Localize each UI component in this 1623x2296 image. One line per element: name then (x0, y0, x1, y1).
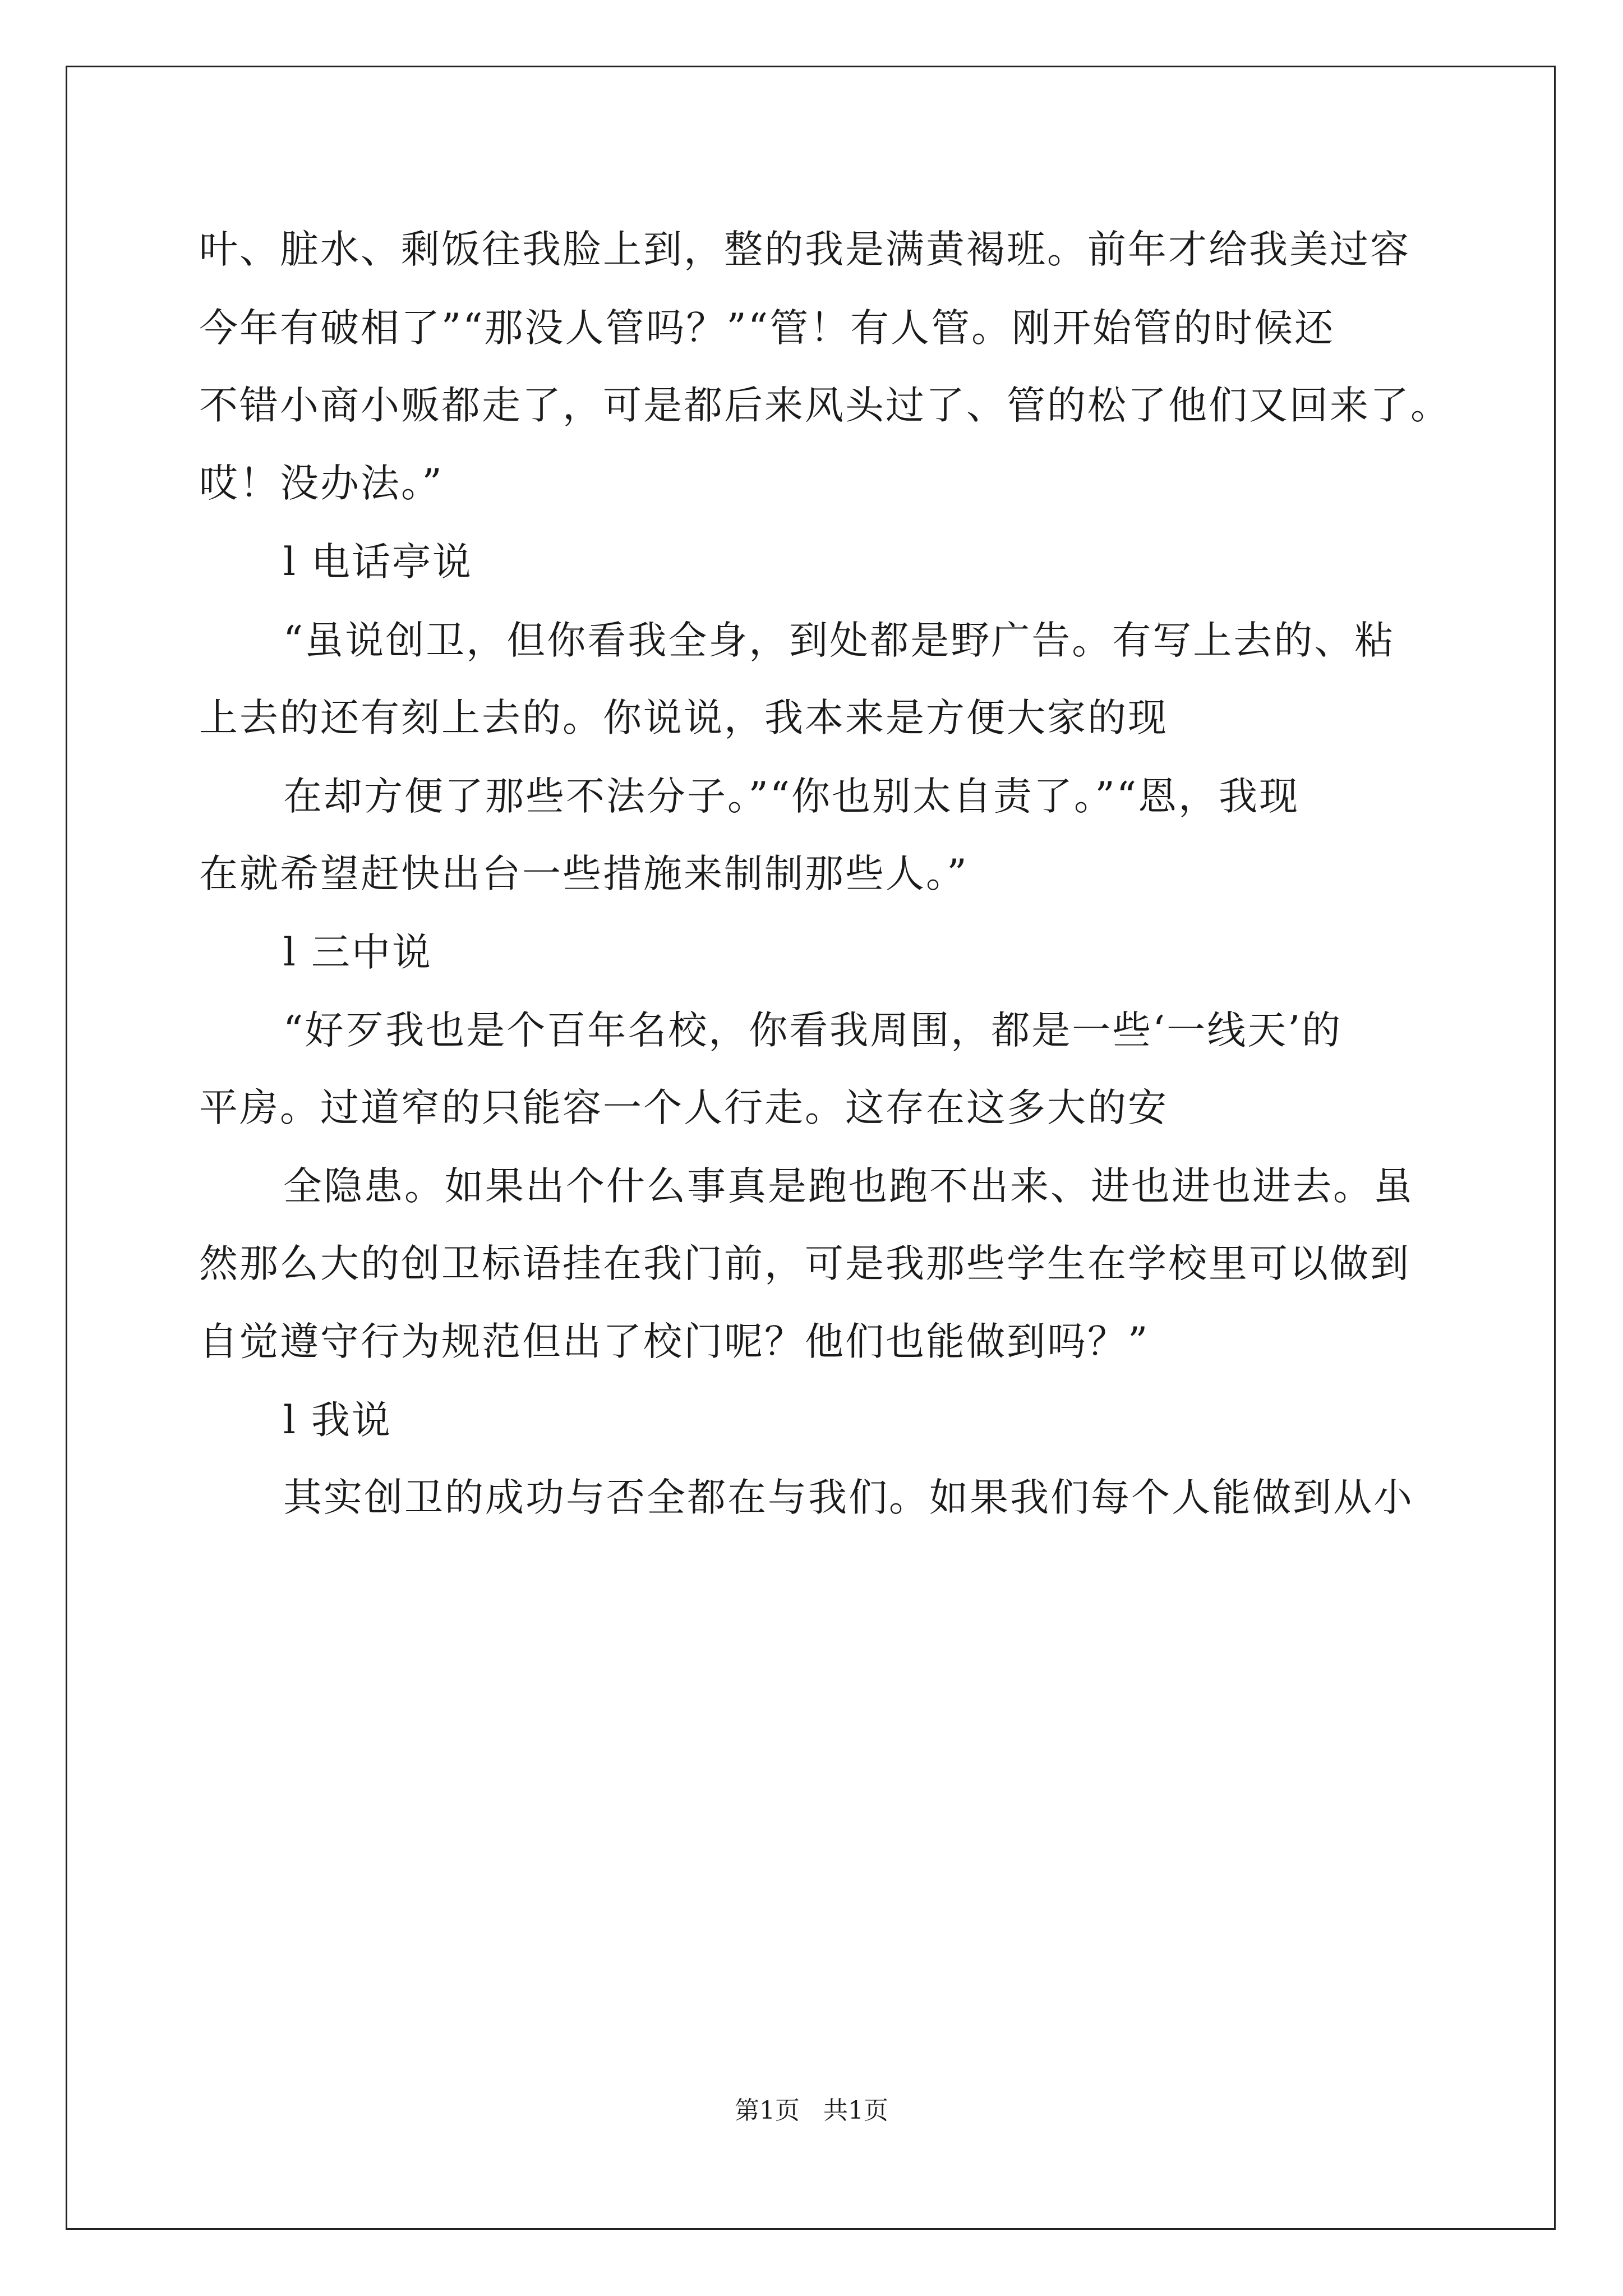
text-line: “虽说创卫，但你看我全身，到处都是野广告。有写上去的、粘 (283, 618, 1395, 663)
section-heading: l 我说 (283, 1398, 393, 1443)
text-line: 叶、脏水、剩饭往我脸上到，整的我是满黄褐班。前年才给我美过容 (199, 227, 1410, 272)
section-heading: l 电话亭说 (283, 540, 473, 585)
text-line: 今年有破相了”“那没人管吗？”“管！有人管。刚开始管的时候还 (199, 306, 1335, 351)
text-line: 在就希望赶快出台一些措施来制制那些人。” (199, 852, 969, 896)
text-line: 其实创卫的成功与否全都在与我们。如果我们每个人能做到从小 (283, 1475, 1414, 1520)
section-heading: l 三中说 (283, 930, 433, 975)
text-line: 不错小商小贩都走了，可是都后来风头过了、管的松了他们又回来了。 (199, 383, 1451, 428)
text-line: 全隐患。如果出个什么事真是跑也跑不出来、进也进也进去。虽 (283, 1164, 1414, 1209)
text-line: 哎！没办法。” (199, 461, 444, 506)
text-line: 平房。过道窄的只能容一个人行走。这存在这多大的安 (199, 1085, 1168, 1130)
page-number-footer: 第1页 共1页 (735, 2096, 888, 2125)
text-line: 在却方便了那些不法分子。”“你也别太自责了。”“恩，我现 (283, 774, 1300, 819)
text-line: 上去的还有刻上去的。你说说，我本来是方便大家的现 (199, 696, 1168, 740)
text-line: 自觉遵守行为规范但出了校门呢？他们也能做到吗？” (199, 1319, 1150, 1364)
text-line: 然那么大的创卫标语挂在我门前，可是我那些学生在学校里可以做到 (199, 1241, 1410, 1286)
text-line: “好歹我也是个百年名校，你看我周围，都是一些‘一线天’的 (283, 1008, 1343, 1053)
